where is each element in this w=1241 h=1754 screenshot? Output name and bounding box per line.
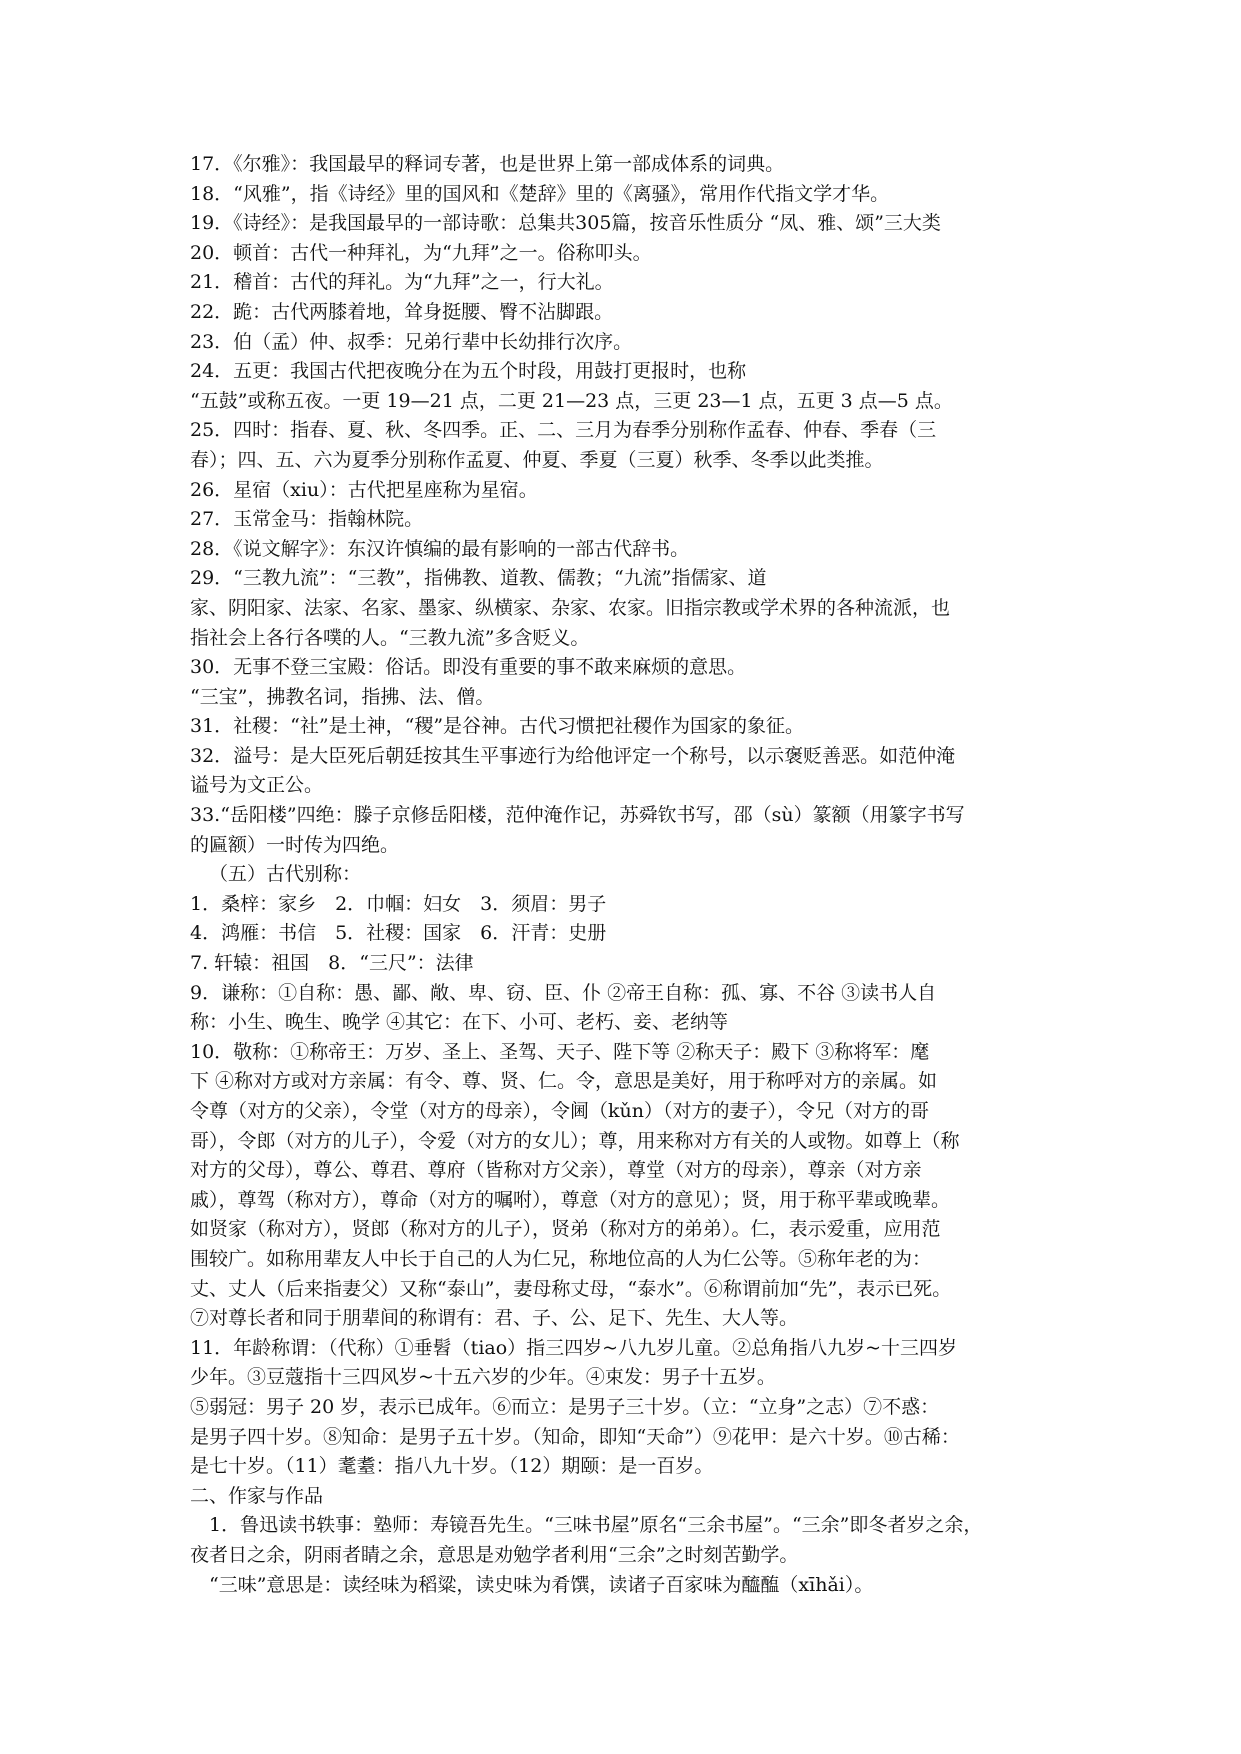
text-line-11: 春）；四、五、六为夏季分别称作孟夏、仲夏、季夏（三夏）秋季、冬季以此类推。 — [190, 448, 884, 471]
text-line-43: ⑤弱冠：男子 20 岁，表示已成年。⑥而立：是男子三十岁。（立：“立身”之志）⑦不惑： — [190, 1395, 940, 1418]
text-line-38: 围较广。如称用辈友人中长于自己的人为仁兄，称地位高的人为仁公等。⑤称年老的为： — [190, 1247, 932, 1270]
text-line-17: 指社会上各行各噗的人。“三教九流”多含贬义。 — [190, 626, 590, 649]
text-line-33: 令尊（对方的父亲），令堂（对方的母亲），令阃（kǔn）（对方的妻子），令兄（对方的哥 — [190, 1100, 929, 1122]
text-line-28: 7. 轩辕：祖国 8．“三尺”：法律 — [190, 952, 474, 975]
text-line-48: 夜者日之余，阴雨者睛之余，意思是劝勉学者利用“三余”之时刻苦勤学。 — [190, 1543, 799, 1566]
text-line-12: 26．星宿（xiu）：古代把星座称为星宿。 — [190, 478, 538, 501]
text-line-3: 19．《诗经》：是我国最早的一部诗歌：总集共305篇，按音乐性质分 “凤、雅、颂”三大类 — [190, 212, 941, 235]
text-line-22: 谥号为文正公。 — [190, 774, 324, 797]
text-line-41: 11．年龄称谓：（代称）①垂髫（tiao）指三四岁~八九岁儿童。②总角指八九岁~十三四岁 — [190, 1336, 957, 1359]
text-line-5: 21．稽首：古代的拜礼。为“九拜”之一，行大礼。 — [190, 271, 614, 294]
text-line-20: 31．社稷：“社”是土神，“稷”是谷神。古代习惯把社稷作为国家的象征。 — [190, 715, 805, 738]
text-line-9: “五鼓”或称五夜。一更 19—21 点，二更 21—23 点，三更 23—1 点，五更 3 点—5 点。 — [190, 389, 953, 412]
text-line-4: 20．顿首：古代一种拜礼，为“九拜”之一。俗称叩头。 — [190, 241, 652, 264]
text-line-10: 25．四时：指春、夏、秋、冬四季。正、二、三月为春季分别称作孟春、仲春、季春（三 — [190, 419, 937, 442]
text-line-42: 少年。③豆蔻指十三四风岁~十五六岁的少年。④束发：男子十五岁。 — [190, 1366, 776, 1389]
text-line-34: 哥），令郎（对方的儿子），令爱（对方的女儿）；尊，用来称对方有关的人或物。如尊上（称 — [190, 1129, 960, 1152]
text-line-7: 23．伯（孟）仲、叔季：兄弟行辈中长幼排行次序。 — [190, 330, 633, 353]
text-line-21: 32．溢号：是大臣死后朝廷按其生平事迹行为给他评定一个称号，以示褒贬善恶。如范仲淹 — [190, 744, 956, 767]
text-line-16: 家、阴阳家、法家、名家、墨家、纵横家、杂家、农家。旧指宗教或学术界的各种流派，也 — [190, 596, 951, 619]
text-line-8: 24．五更：我国古代把夜晚分在为五个时段，用鼓打更报时，也称 — [190, 360, 747, 383]
text-line-47: 1．鲁迅读书轶事：塾师：寿镜吾先生。“三味书屋”原名“三余书屋”。“三余”即冬者岁之余， — [209, 1514, 983, 1537]
text-line-44: 是男子四十岁。⑧知命：是男子五十岁。（知命，即知“天命”）⑨花甲：是六十岁。⑩古稀： — [190, 1425, 960, 1448]
text-line-18: 30．无事不登三宝殿：俗话。即没有重要的事不敢来麻烦的意思。 — [190, 656, 747, 679]
text-line-14: 28．《说文解字》：东汉许慎编的最有影响的一部古代辞书。 — [190, 537, 690, 560]
text-line-29: 9．谦称：①自称：愚、鄙、敞、卑、窃、臣、仆 ②帝王自称：孤、寡、不谷 ③读书人自 — [190, 981, 937, 1004]
text-line-31: 10．敬称：①称帝王：万岁、圣上、圣驾、天子、陛下等 ②称天子：殿下 ③称将军：麾 — [190, 1040, 930, 1063]
text-line-1: 17．《尔雅》：我国最早的释词专著，也是世界上第一部成体系的词典。 — [190, 153, 785, 175]
text-line-2: 18．“风雅”，指《诗经》里的国风和《楚辞》里的《离骚》，常用作代指文学才华。 — [190, 182, 890, 205]
text-line-45: 是七十岁。（11）耄耋：指八九十岁。（12）期颐：是一百岁。 — [190, 1455, 714, 1478]
section-heading: （五）古代别称： — [209, 863, 362, 886]
section-heading-authors: 二、作家与作品 — [190, 1484, 324, 1507]
text-line-26: 1．桑梓：家乡 2．巾帼：妇女 3．须眉：男子 — [190, 892, 607, 915]
text-line-24: 的匾额）一时传为四绝。 — [190, 833, 400, 856]
text-line-36: 戚），尊驾（称对方），尊命（对方的嘱咐），尊意（对方的意见）；贤，用于称平辈或晚辈。 — [190, 1188, 951, 1211]
text-line-49: “三味”意思是：读经味为稻粱，读史味为肴馔，读诸子百家味为醯醢（xīhǎi）。 — [209, 1573, 874, 1596]
text-line-27: 4．鸿雁：书信 5．社稷：国家 6．汗青：史册 — [190, 922, 607, 945]
document-page — [190, 150, 1060, 1600]
text-line-30: 称：小生、晚生、晚学 ④其它：在下、小可、老朽、妾、老纳等 — [190, 1011, 729, 1034]
text-line-39: 丈、丈人（后来指妻父）又称“泰山”，妻母称丈母，“泰水”。⑥称谓前加“先”，表示已死。 — [190, 1277, 952, 1300]
text-line-32: 下 ④称对方或对方亲属：有令、尊、贤、仁。令，意思是美好，用于称呼对方的亲属。如 — [190, 1070, 938, 1093]
text-line-19: “三宝”，拂教名词，指拂、法、僧。 — [190, 685, 495, 708]
text-line-6: 22．跪：古代两膝着地，耸身挺腰、臀不沾脚跟。 — [190, 300, 614, 323]
text-line-15: 29．“三教九流”：“三教”，指佛教、道教、儒教；“九流”指儒家、道 — [190, 567, 767, 590]
text-line-40: ⑦对尊长者和同于朋辈间的称谓有：君、子、公、足下、先生、大人等。 — [190, 1307, 799, 1330]
text-line-35: 对方的父母），尊公、尊君、尊府（皆称对方父亲），尊堂（对方的母亲），尊亲（对方亲 — [190, 1159, 922, 1182]
text-line-23: 33.“岳阳楼”四绝：滕子京修岳阳楼，范仲淹作记，苏舜钦书写，邵（sù）篆额（用篆字书写 — [190, 804, 965, 827]
text-line-13: 27．玉常金马：指翰林院。 — [190, 508, 424, 531]
text-line-37: 如贤家（称对方），贤郎（称对方的儿子），贤弟（称对方的弟弟）。仁，表示爱重，应用范 — [190, 1218, 941, 1241]
